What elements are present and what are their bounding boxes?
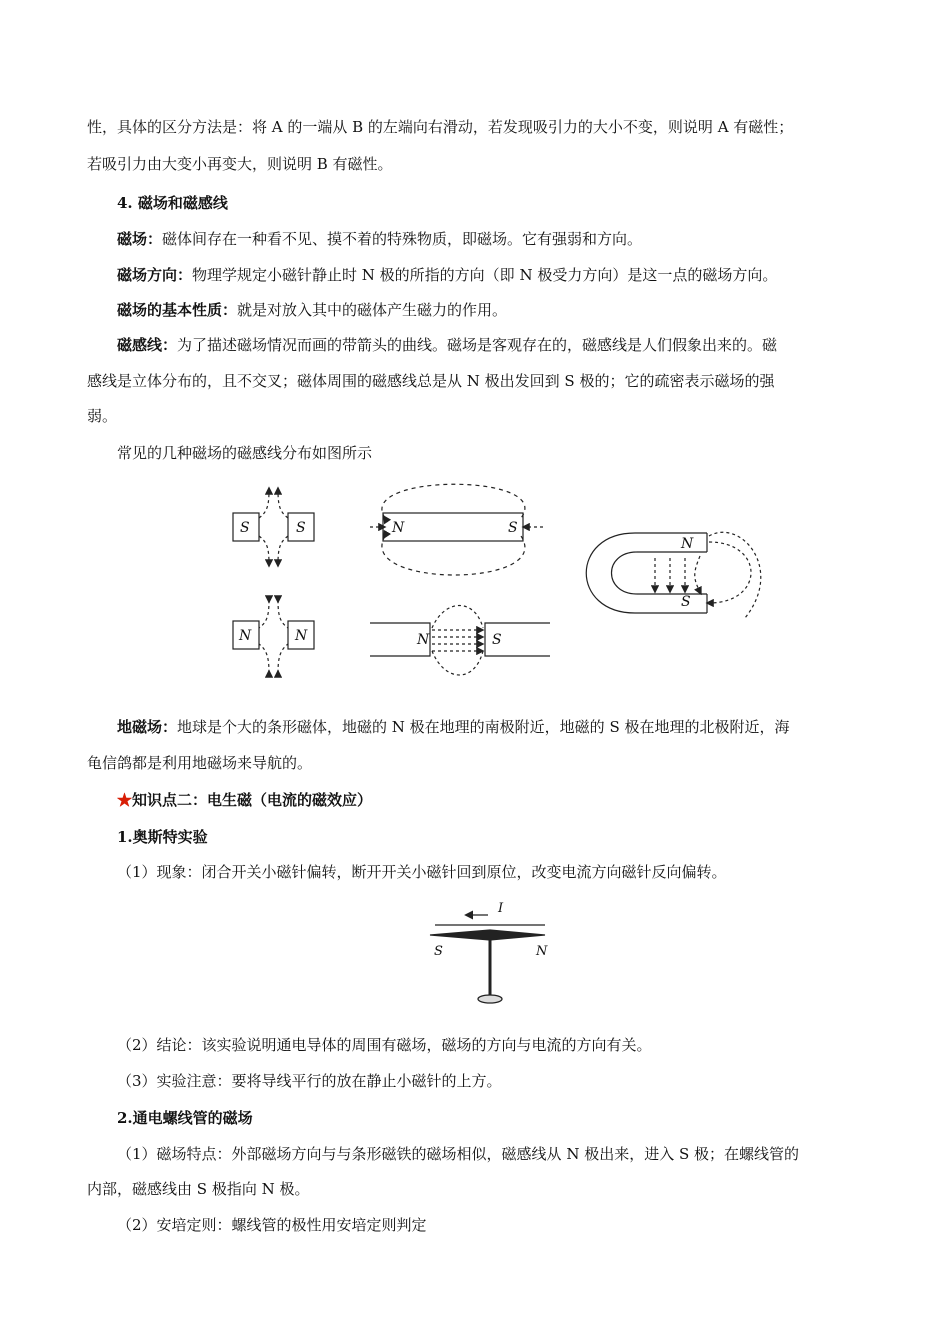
term: 地磁场： — [117, 718, 178, 736]
horseshoe-magnet-diagram — [586, 532, 761, 618]
paragraph-line: 若吸引力由大变小再变大，则说明 B 有磁性。 — [87, 155, 393, 173]
pole-label: N — [295, 628, 308, 644]
paragraph-line: 性，具体的区分方法是：将 A 的一端从 B 的左端向右滑动，若发现吸引力的大小不变，则说明 A 有磁性； — [87, 118, 794, 136]
figure-intro: 常见的几种磁场的磁感线分布如图所示 — [117, 444, 373, 462]
pole-label: S — [492, 632, 502, 648]
pole-label: S — [681, 594, 691, 610]
pole-label: S — [296, 520, 306, 536]
definition-direction — [117, 264, 867, 286]
pole-label: S — [434, 944, 443, 959]
opposite-poles-ns-diagram — [370, 606, 550, 676]
term: 磁感线： — [117, 336, 178, 354]
star-icon: ★ — [117, 791, 133, 809]
knowledge-point-title: 知识点二：电生磁（电流的磁效应） — [132, 791, 373, 809]
compass-needle — [430, 930, 545, 940]
knowledge-point-heading — [117, 789, 867, 811]
definition-field — [117, 228, 867, 250]
section-heading: 4. 磁场和磁感线 — [117, 194, 228, 212]
current-label: I — [498, 901, 504, 916]
paragraph-line: （2）结论：该实验说明通电导体的周围有磁场，磁场的方向与电流的方向有关。 — [117, 1036, 652, 1054]
pole-label: N — [417, 632, 430, 648]
paragraph-line: （2）安培定则：螺线管的极性用安培定则判定 — [117, 1216, 427, 1234]
paragraph-line: 内部，磁感线由 S 极指向 N 极。 — [87, 1180, 310, 1198]
stand-base — [478, 995, 502, 1003]
definition-basic — [117, 299, 867, 321]
pole-label: N — [681, 536, 694, 552]
definition-text: 物理学规定小磁针静止时 N 极的所指的方向（即 N 极受力方向）是这一点的磁场方向。 — [192, 266, 778, 284]
paragraph-line: （1）现象：闭合开关小磁针偏转，断开开关小磁针回到原位，改变电流方向磁针反向偏转。 — [117, 863, 727, 881]
term: 磁场方向： — [117, 266, 193, 284]
paragraph-line: 弱。 — [87, 407, 118, 425]
magnetic-field-lines-figure — [225, 478, 765, 688]
definition-text: 磁体间存在一种看不见、摸不着的特殊物质，即磁场。它有强弱和方向。 — [162, 230, 643, 248]
pole-label: N — [392, 520, 405, 536]
term: 磁场： — [117, 230, 163, 248]
pole-label: S — [240, 520, 250, 536]
pole-label: N — [536, 944, 548, 959]
pole-label: S — [508, 520, 518, 536]
paragraph-line: 龟信鸽都是利用地磁场来导航的。 — [87, 754, 313, 772]
section-heading: 1.奥斯特实验 — [117, 828, 208, 846]
oersted-experiment-figure — [420, 895, 560, 1015]
paragraph-line: （1）磁场特点：外部磁场方向与与条形磁铁的磁场相似，磁感线从 N 极出来，进入 S 极；在螺线管的 — [117, 1145, 800, 1163]
term: 磁场的基本性质： — [117, 301, 238, 319]
paragraph-line: （3）实验注意：要将导线平行的放在静止小磁针的上方。 — [117, 1072, 502, 1090]
pole-label: N — [239, 628, 252, 644]
section-heading: 2.通电螺线管的磁场 — [117, 1109, 253, 1127]
definition-text: 就是对放入其中的磁体产生磁力的作用。 — [237, 301, 508, 319]
definition-text: 地球是个大的条形磁体，地磁的 N 极在地理的南极附近，地磁的 S 极在地理的北极附近，海 — [177, 718, 790, 736]
definition-earth — [117, 716, 867, 738]
definition-text: 为了描述磁场情况而画的带箭头的曲线。磁场是客观存在的，磁感线是人们假象出来的。磁 — [177, 336, 778, 354]
paragraph-line: 感线是立体分布的，且不交叉；磁体周围的磁感线总是从 N 极出发回到 S 极的；它的疏密表示磁场的强 — [87, 372, 775, 390]
definition-lines — [117, 334, 867, 356]
